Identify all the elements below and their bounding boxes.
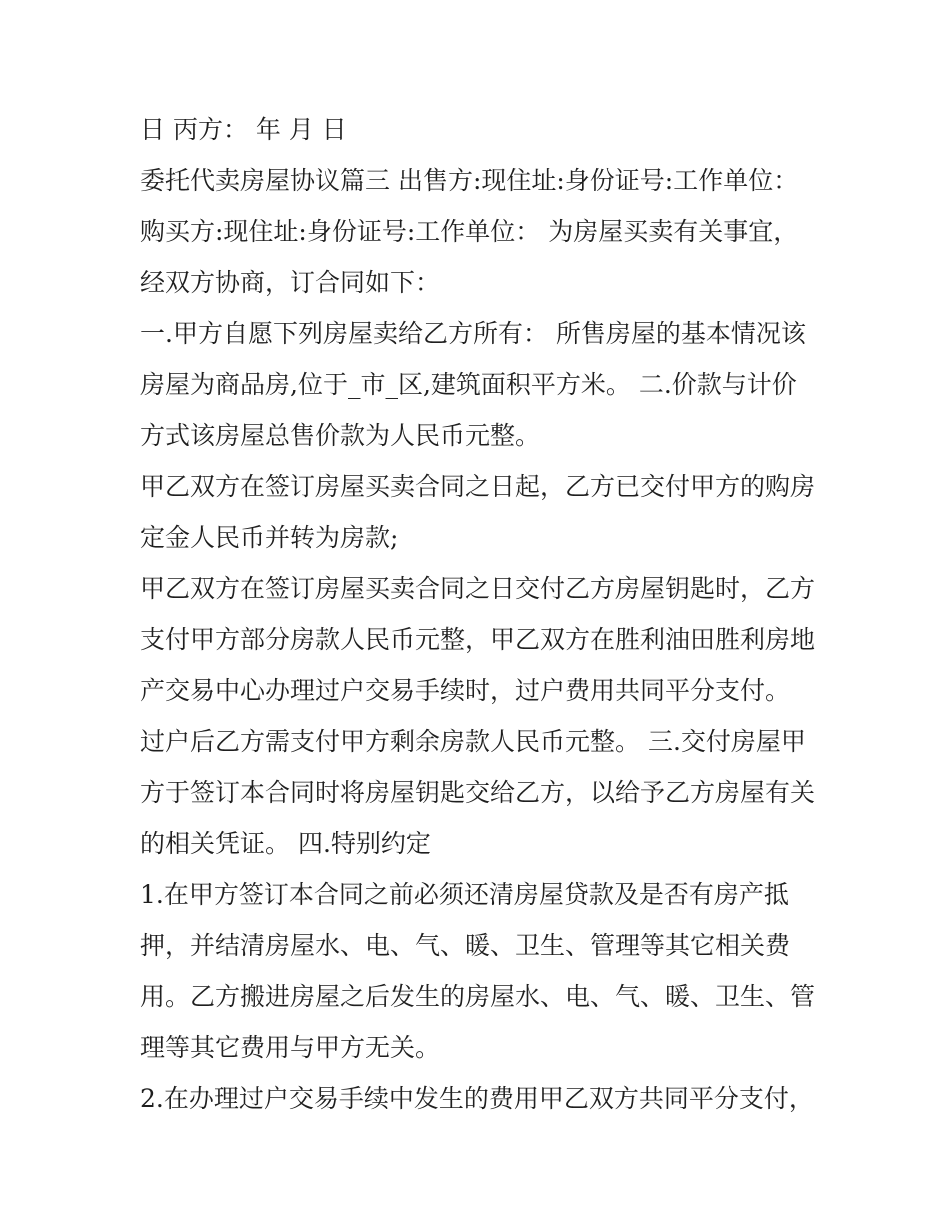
text-line: 甲乙双方在签订房屋买卖合同之日交付乙方房屋钥匙时，乙方 (140, 574, 816, 603)
text-line: 用。乙方搬进房屋之后发生的房屋水、电、气、暖、卫生、管 (140, 982, 816, 1011)
document-body (140, 104, 820, 1124)
text-line: 购买方:现住址:身份证号:工作单位： 为房屋买卖有关事宜， (140, 217, 799, 246)
text-line: 1.在甲方签订本合同之前必须还清房屋贷款及是否有房产抵 (140, 880, 789, 909)
text-line: 产交易中心办理过户交易手续时，过户费用共同平分支付。 (140, 676, 791, 705)
text-line: 定金人民币并转为房款; (140, 523, 399, 552)
text-line: 押，并结清房屋水、电、气、暖、卫生、管理等其它相关费 (140, 931, 791, 960)
text-line: 支付甲方部分房款人民币元整，甲乙双方在胜利油田胜利房地 (140, 625, 816, 654)
text-line: 的相关凭证。 四.特别约定 (140, 829, 431, 858)
text-line: 方式该房屋总售价款为人民币元整。 (140, 421, 541, 450)
text-line: 经双方协商，订合同如下： (140, 268, 441, 297)
text-line: 一.甲方自愿下列房屋卖给乙方所有： 所售房屋的基本情况该 (140, 319, 806, 348)
text-line: 理等其它费用与甲方无关。 (140, 1033, 441, 1062)
text-line: 日 丙方： 年 月 日 (140, 115, 347, 144)
text-line: 方于签订本合同时将房屋钥匙交给乙方，以给予乙方房屋有关 (140, 778, 816, 807)
text-line: 委托代卖房屋协议篇三 出售方:现住址:身份证号:工作单位： (140, 166, 799, 195)
text-line: 甲乙双方在签订房屋买卖合同之日起，乙方已交付甲方的购房 (140, 472, 816, 501)
text-line: 房屋为商品房,位于_市_区,建筑面积平方米。 二.价款与计价 (140, 370, 797, 399)
text-line: 过户后乙方需支付甲方剩余房款人民币元整。 三.交付房屋甲 (140, 727, 806, 756)
text-line: 2.在办理过户交易手续中发生的费用甲乙双方共同平分支付， (140, 1084, 814, 1113)
